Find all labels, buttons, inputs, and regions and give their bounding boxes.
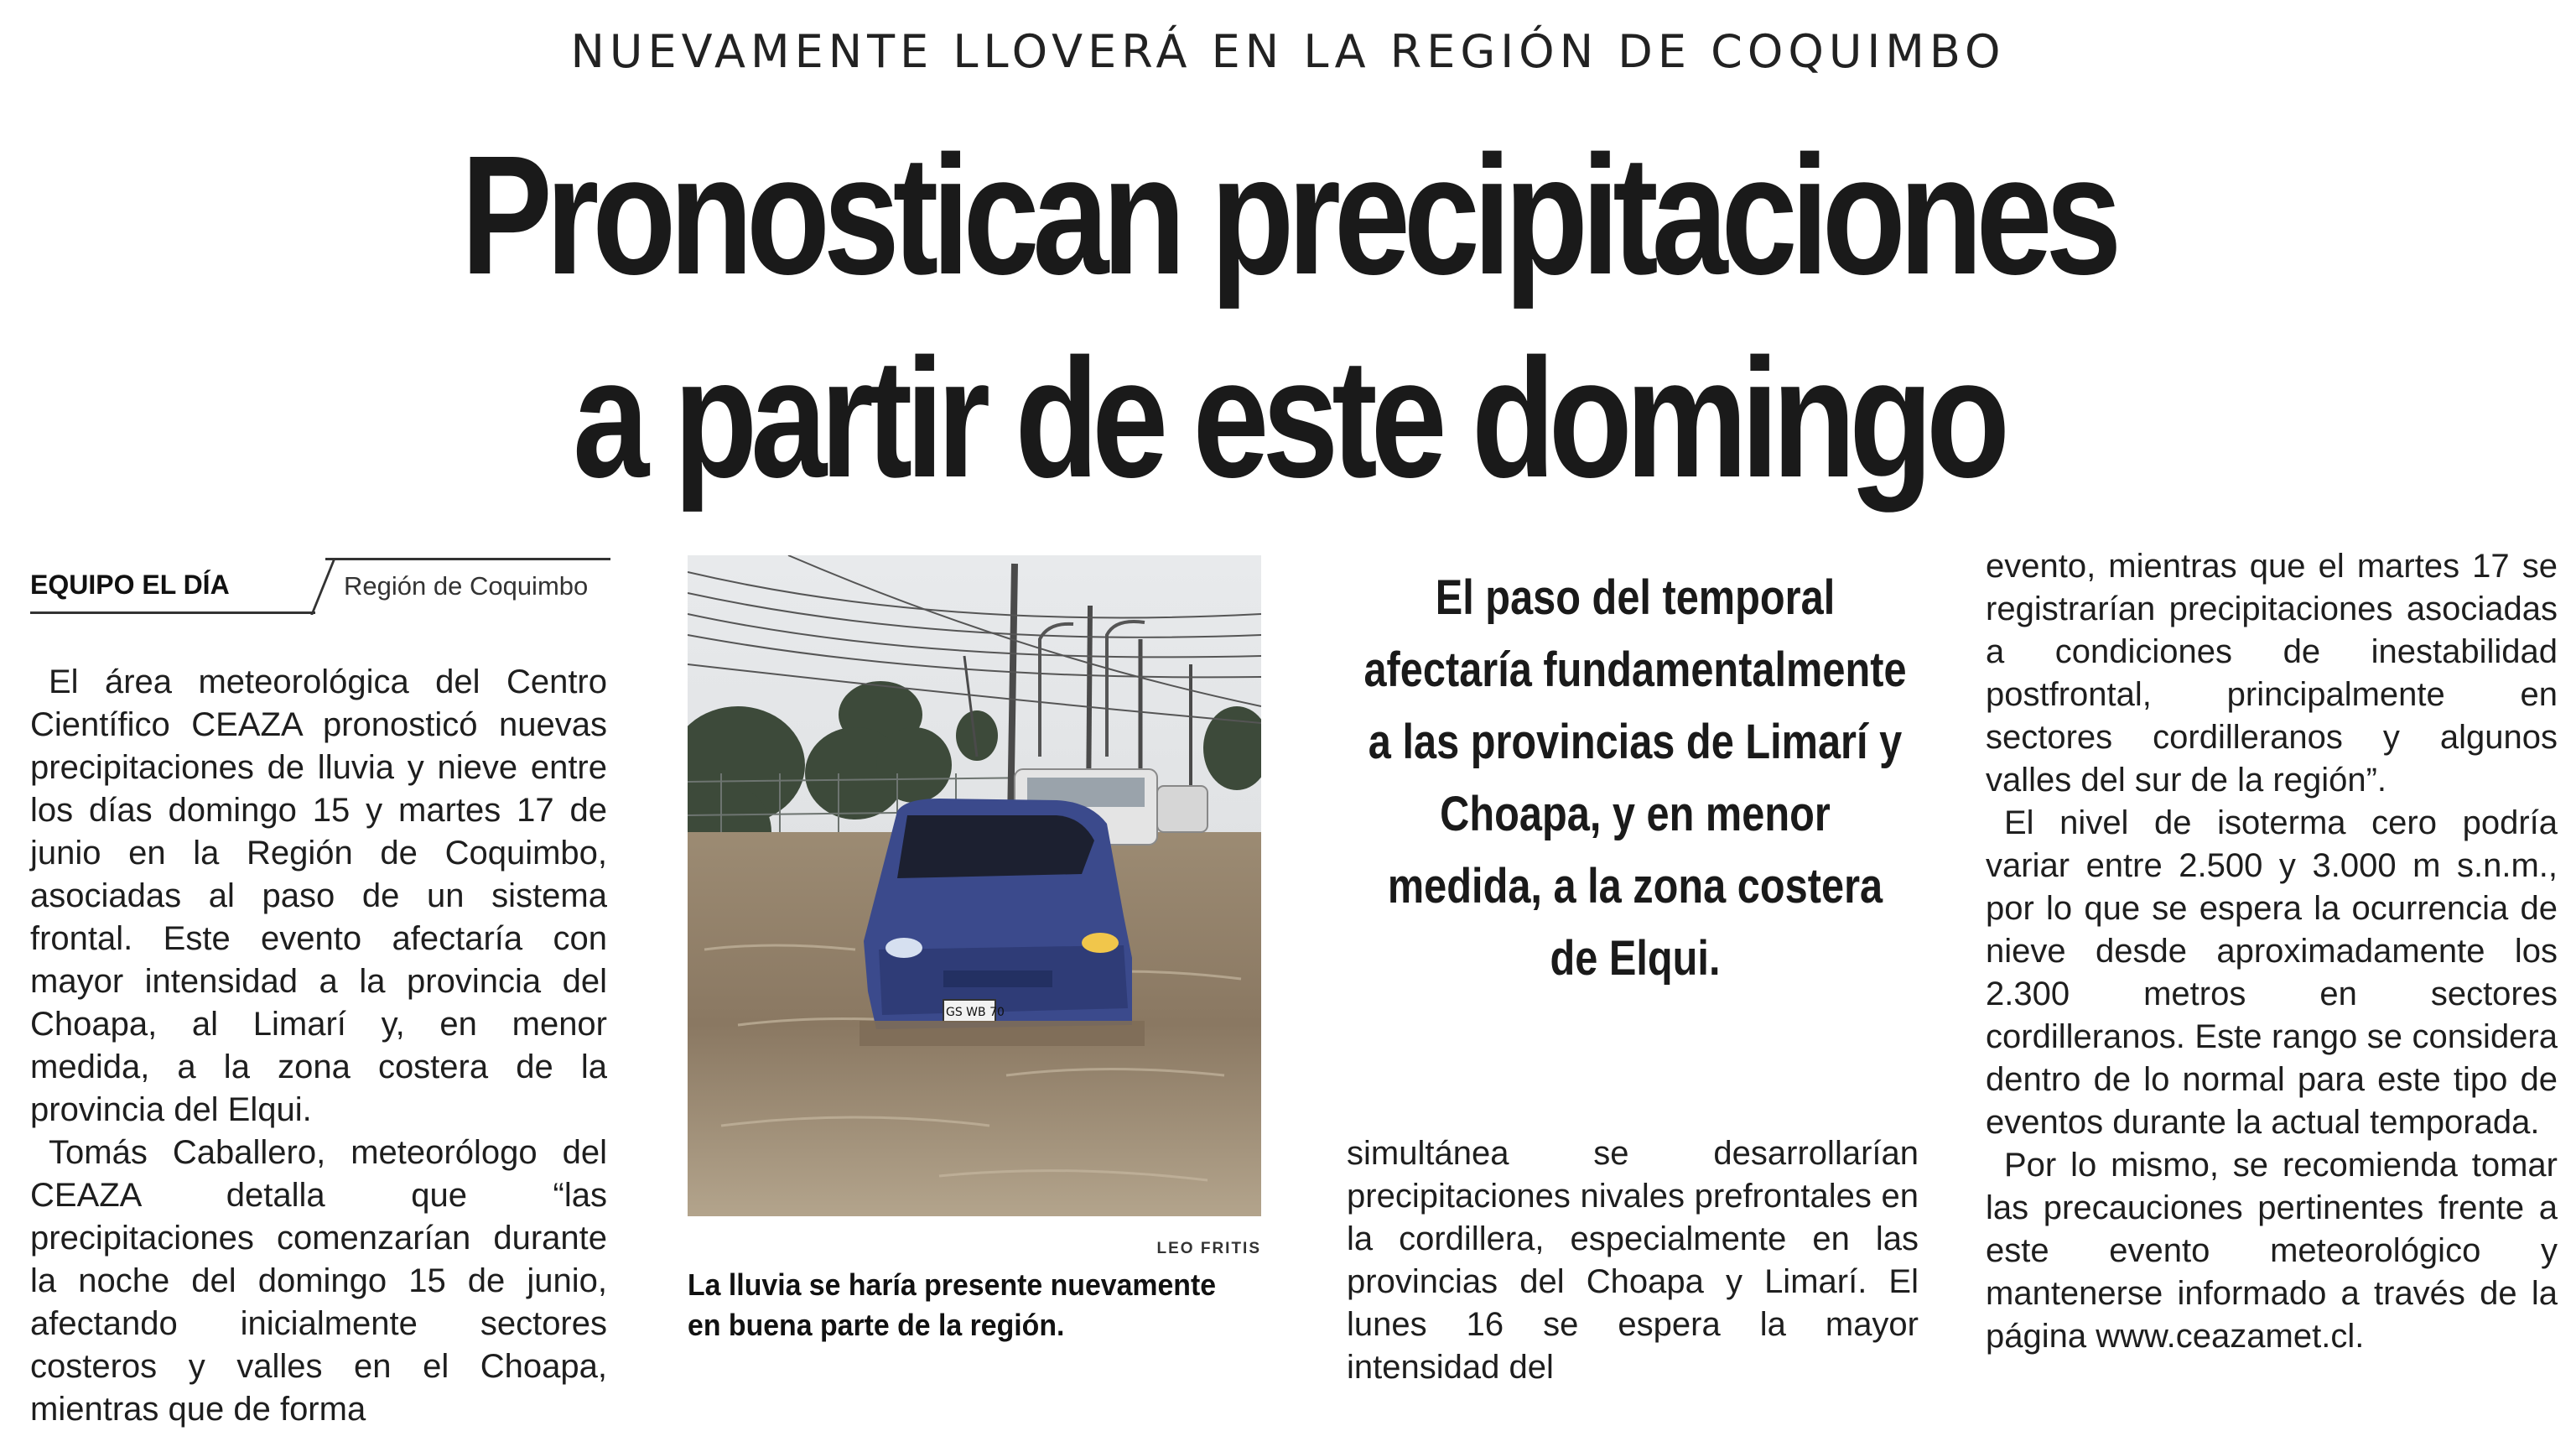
body-paragraph: simultánea se desarrollarían precipitaciones nivales prefrontales en la cordillera, especialmente en las provincias del Choapa y Limarí. El lunes 16 se espera la mayor intensidad del [1347, 1135, 1919, 1386]
kicker: NUEVAMENTE LLOVERÁ EN LA REGIÓN DE COQUIMBO [570, 25, 2006, 78]
flooded-street-photo [688, 555, 1261, 1216]
license-plate: GS WB 70 [946, 1006, 1005, 1019]
headline-line-2: a partir de este domingo [573, 323, 2003, 513]
byline-author: EQUIPO EL DÍA [30, 570, 230, 600]
body-paragraph: Por lo mismo, se recomienda tomar las precauciones pertinentes frente a este evento meteorológico y mantenerse informado a través de la página www.ceazamet.cl. [1986, 1147, 2558, 1355]
body-column-1 [30, 661, 607, 1431]
photo-credit: LEO FRITIS [1156, 1240, 1261, 1257]
blue-car [860, 799, 1145, 1046]
byline-top-rule [325, 558, 610, 560]
byline [30, 558, 610, 608]
pull-quote: El paso del temporal afectaría fundamentalmente a las provincias de Limarí y Choapa, y en menor medida, a la zona costera de Elqui. [1363, 570, 1907, 986]
byline-slash [310, 558, 335, 615]
byline-place: Región de Coquimbo [344, 571, 589, 601]
photo-caption: La lluvia se haría presente nuevamente en buena parte de la región. [688, 1267, 1217, 1342]
body-paragraph: evento, mientras que el martes 17 se registrarían precipitaciones asociadas a condiciones de inestabilidad postfrontal, principalmente en sectores cordilleranos y algunos valles del sur de la región”. [1986, 548, 2558, 799]
body-paragraph: El área meteorológica del Centro Científico CEAZA pronosticó nuevas precipitaciones de lluvia y nieve entre los días domingo 15 y martes 17 de junio en la Región de Coquimbo, asociadas al paso de un sistema frontal. Este evento afectaría con mayor intensidad a la provincia del Choapa, al Limarí y, en menor medida, a la zona costera de la provincia del Elqui. [30, 663, 607, 1128]
body-paragraph: Tomás Caballero, meteorólogo del CEAZA detalla que “las precipitaciones comenzarían durante la noche del domingo 15 de junio, afectando inicialmente sectores costeros y valles en el Choapa, mientras que de forma [30, 1134, 607, 1428]
body-column-3 [1347, 1132, 1919, 1389]
headline-line-1: Pronostican precipitaciones [460, 120, 2116, 310]
body-paragraph: El nivel de isoterma cero podría variar entre 2.500 y 3.000 m s.n.m., por lo que se espera la ocurrencia de nieve desde aproximadamente los 2.300 metros en sectores cordilleranos. Este rango se considera dentro de lo normal para este tipo de eventos durante la actual temporada. [1986, 804, 2558, 1141]
byline-rule [30, 611, 315, 614]
body-column-4 [1986, 545, 2558, 1358]
headline [245, 113, 2331, 519]
news-photo [688, 555, 1261, 1216]
